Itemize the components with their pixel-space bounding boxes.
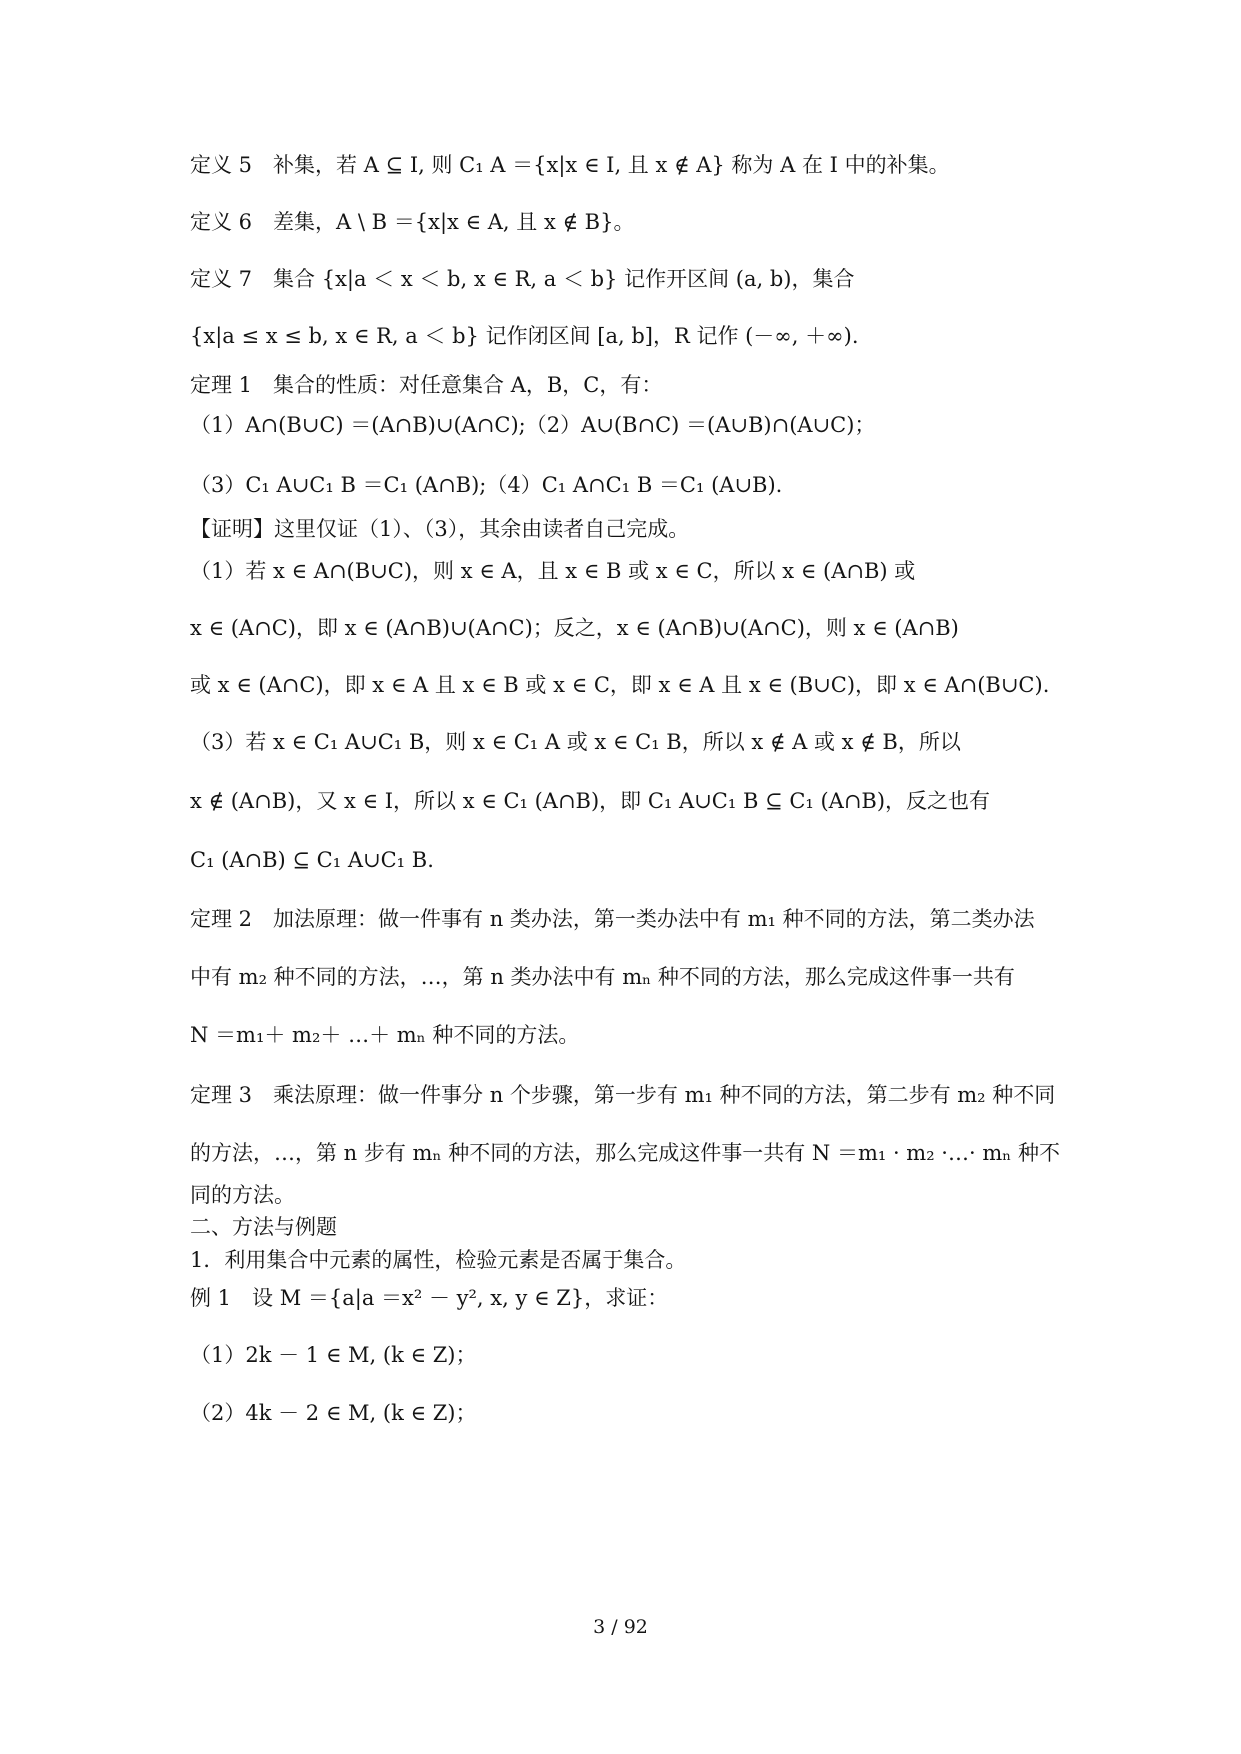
def6-line: 定义 6 差集，A \ B ＝{x|x ∈ A, 且 x ∉ B}。 [190, 210, 635, 234]
theorem1-title: 定理 1 集合的性质：对任意集合 A，B，C，有： [190, 373, 663, 397]
proof-heading: 【证明】这里仅证（1）、（3），其余由读者自己完成。 [190, 517, 690, 541]
theorem1-item-1-2: （1）A∩(B∪C) ＝(A∩B)∪(A∩C);（2）A∪(B∩C) ＝(A∪B)∩(A∪C)； [190, 413, 876, 437]
theorem1-item-3-4: （3）C₁ A∪C₁ B ＝C₁ (A∩B);（4）C₁ A∩C₁ B ＝C₁ (A∪B). [190, 473, 783, 497]
page-number: 3 / 92 [593, 1616, 648, 1638]
section-heading: 二、方法与例题 [190, 1215, 337, 1239]
proof-1-line-1: （1）若 x ∈ A∩(B∪C)，则 x ∈ A，且 x ∈ B 或 x ∈ C，所以 x ∈ (A∩B) 或 [190, 559, 916, 583]
theorem3-line-1: 定理 3 乘法原理：做一件事分 n 个步骤，第一步有 m₁ 种不同的方法，第二步有 m₂ 种不同 [190, 1083, 1056, 1107]
method-1-heading: 1．利用集合中元素的属性，检验元素是否属于集合。 [190, 1248, 687, 1272]
example1-part-2: （2）4k － 2 ∈ M, (k ∈ Z)； [190, 1401, 477, 1425]
proof-3-line-2: x ∉ (A∩B)，又 x ∈ I，所以 x ∈ C₁ (A∩B)，即 C₁ A∪C₁ B ⊆ C₁ (A∩B)，反之也有 [190, 789, 991, 813]
theorem2-line-1: 定理 2 加法原理：做一件事有 n 类办法，第一类办法中有 m₁ 种不同的方法，第二类办法 [190, 907, 1035, 931]
theorem2-line-3: N ＝m₁＋ m₂＋ …＋ mₙ 种不同的方法。 [190, 1023, 580, 1047]
proof-1-line-3: 或 x ∈ (A∩C)，即 x ∈ A 且 x ∈ B 或 x ∈ C，即 x ∈ A 且 x ∈ (B∪C)，即 x ∈ A∩(B∪C). [190, 673, 1050, 697]
example1-statement: 例 1 设 M ＝{a|a ＝x² － y², x, y ∈ Z}，求证： [190, 1286, 669, 1310]
def7-line-2: {x|a ≤ x ≤ b, x ∈ R, a ＜ b} 记作闭区间 [a, b]，R 记作 (－∞, ＋∞). [190, 324, 859, 348]
def5-line: 定义 5 补集，若 A ⊆ I, 则 C₁ A ＝{x|x ∈ I, 且 x ∉ A} 称为 A 在 I 中的补集。 [190, 153, 950, 177]
def7-line-1: 定义 7 集合 {x|a ＜ x ＜ b, x ∈ R, a ＜ b} 记作开区间 (a, b)，集合 [190, 267, 855, 291]
example1-part-1: （1）2k － 1 ∈ M, (k ∈ Z)； [190, 1343, 477, 1367]
theorem3-line-3: 同的方法。 [190, 1183, 295, 1207]
proof-3-line-1: （3）若 x ∈ C₁ A∪C₁ B，则 x ∈ C₁ A 或 x ∈ C₁ B，所以 x ∉ A 或 x ∉ B，所以 [190, 730, 961, 754]
proof-1-line-2: x ∈ (A∩C)，即 x ∈ (A∩B)∪(A∩C)；反之，x ∈ (A∩B)∪(A∩C)，则 x ∈ (A∩B) [190, 616, 959, 640]
proof-3-line-3: C₁ (A∩B) ⊆ C₁ A∪C₁ B. [190, 848, 434, 872]
theorem2-line-2: 中有 m₂ 种不同的方法，…，第 n 类办法中有 mₙ 种不同的方法，那么完成这件事一共有 [190, 965, 1015, 989]
theorem3-line-2: 的方法，…，第 n 步有 mₙ 种不同的方法，那么完成这件事一共有 N ＝m₁ · m₂ ·…· mₙ 种不 [190, 1141, 1061, 1165]
